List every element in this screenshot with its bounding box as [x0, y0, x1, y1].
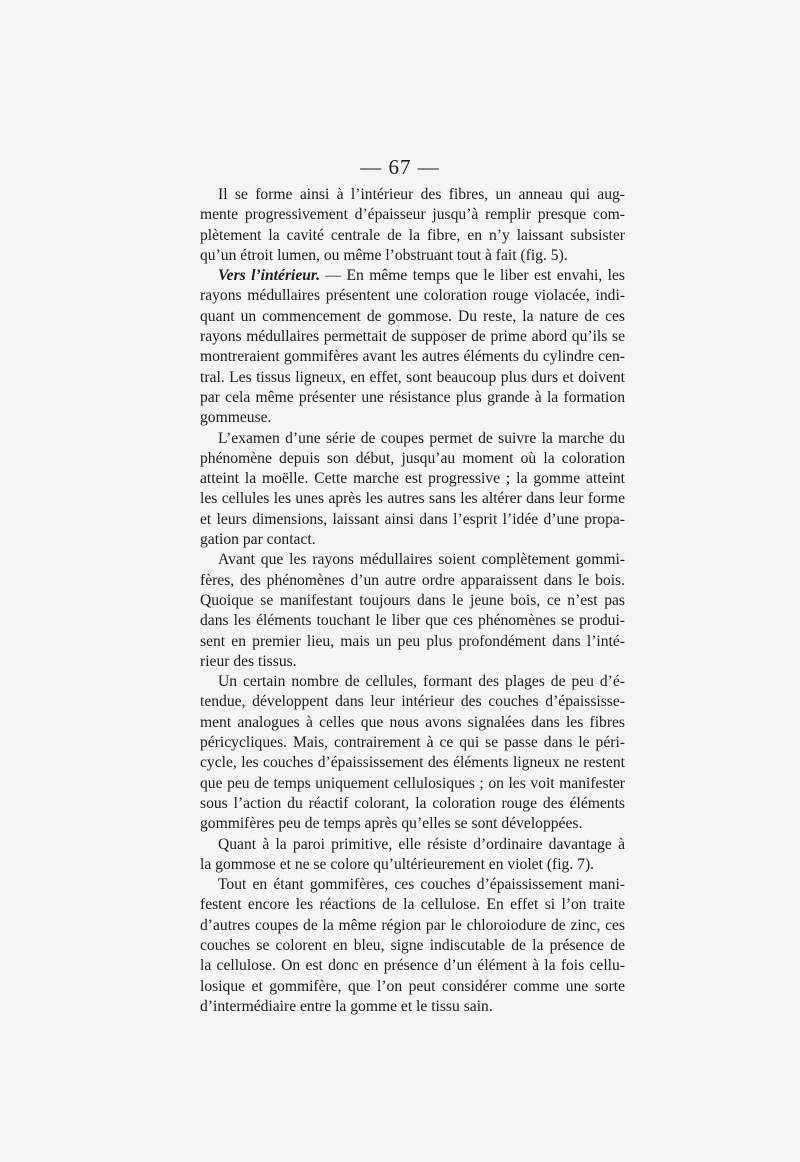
text-line: losique et gommifère, que l’on peut considérer comme une sorte — [200, 977, 625, 995]
text-line: Tout en étant gommifères, ces couches d’épaississement mani- — [218, 876, 625, 894]
body-text — [200, 185, 625, 1017]
text-line: tral. Les tissus ligneux, en effet, sont beaucoup plus durs et doivent — [200, 368, 625, 386]
text-line: et leurs dimensions, laissant ainsi dans l’esprit l’idée d’une propa- — [200, 510, 625, 528]
text-line: festent encore les réactions de la cellulose. En effet si l’on traite — [200, 896, 625, 914]
paragraph-examen — [200, 429, 625, 551]
text-line: couches se colorent en bleu, signe indiscutable de la présence de — [200, 936, 625, 954]
text-line: Il se forme ainsi à l’intérieur des fibres, un anneau qui aug- — [218, 186, 625, 203]
text-line: la cellulose. On est donc en présence d’un élément à la fois cellu- — [200, 957, 625, 975]
text-line: rieur des tissus. — [200, 652, 297, 670]
text-line: d’autres coupes de la même région par le chloroiodure de zinc, ces — [200, 916, 625, 934]
text-line: L’examen d’une série de coupes permet de suivre la marche du — [218, 429, 625, 447]
text-line: Avant que les rayons médullaires soient complètement gommi- — [218, 551, 625, 569]
text-line: ment analogues à celles que nous avons signalées dans les fibres — [200, 713, 625, 731]
text-line: Quoique se manifestant toujours dans le jeune bois, ce n’est pas — [200, 591, 625, 609]
text-line: fères, des phénomènes d’un autre ordre apparaissent dans le bois. — [200, 571, 625, 589]
text-line: Un certain nombre de cellules, formant des plages de peu d’é- — [218, 673, 625, 691]
text-line: quant un commencement de gommose. Du reste, la nature de ces — [200, 307, 625, 325]
text-line: sent en premier lieu, mais un peu plus profondément dans l’inté- — [200, 632, 625, 650]
text-line: phénomène depuis son début, jusqu’au moment où la coloration — [200, 449, 625, 467]
text-line — [200, 266, 625, 286]
paragraph-quant-a-la-paroi — [200, 835, 625, 876]
text-line: qu’un étroit lumen, ou même l’obstruant tout à fait (fig. 5). — [200, 246, 568, 264]
section-heading: Vers l’intérieur. — [218, 267, 321, 285]
text-line: sous l’action du réactif colorant, la coloration rouge des éléments — [200, 794, 625, 812]
text-line: par cela même présenter une résistance plus grande à la formation — [200, 388, 625, 406]
page-number: — 67 — — [360, 155, 440, 179]
text-line: gation par contact. — [200, 531, 316, 549]
text-line-rest: — En même temps que le liber est envahi, les — [320, 267, 626, 285]
text-line: péricycliques. Mais, contrairement à ce qui se passe dans le péri- — [200, 734, 625, 752]
text-line: atteint la moëlle. Cette marche est progressive ; la gomme atteint — [200, 470, 625, 488]
text-line: dans les éléments touchant le liber que ces phénomènes se produi- — [200, 612, 625, 630]
text-line: montreraient gommifères avant les autres éléments du cylindre cen- — [200, 348, 625, 366]
text-line: rayons médullaires présentent une coloration rouge violacée, indi- — [200, 287, 625, 305]
paragraph-tout-en-etant — [200, 875, 625, 1017]
text-line: la gommose et ne se colore qu’ultérieurement en violet (fig. 7). — [200, 855, 595, 873]
text-line: gommifères peu de temps après qu’elles se sont développées. — [200, 815, 583, 833]
text-line: rayons médullaires permettait de supposer de prime abord qu’ils se — [200, 328, 625, 346]
text-line: d’intermédiaire entre la gomme et le tissu sain. — [200, 997, 493, 1015]
text-line: mente progressivement d’épaisseur jusqu’à remplir presque com- — [200, 206, 625, 224]
text-line: les cellules les unes après les autres sans les altérer dans leur forme — [200, 490, 625, 508]
text-line: Quant à la paroi primitive, elle résiste d’ordinaire davantage à — [218, 835, 625, 853]
paragraph-un-certain-nombre — [200, 672, 625, 834]
text-line: que peu de temps uniquement cellulosiques ; on les voit manifester — [200, 774, 625, 792]
text-line: plètement la cavité centrale de la fibre, en n’y laissant subsister — [200, 226, 625, 244]
text-line: gommeuse. — [200, 409, 272, 427]
paragraph-avant-que — [200, 550, 625, 672]
paragraph-vers-interieur — [200, 266, 625, 428]
text-line: tendue, développent dans leur intérieur des couches d’épaississe- — [200, 693, 625, 711]
text-line: cycle, les couches d’épaississement des éléments ligneux ne restent — [200, 754, 625, 772]
paragraph-fibre-ring — [200, 185, 625, 266]
